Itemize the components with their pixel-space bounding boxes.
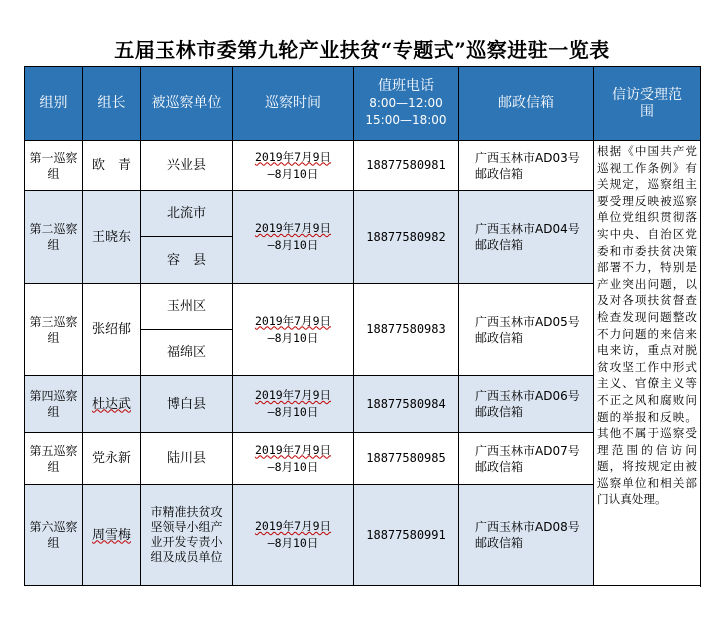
mail-cell: 广西玉林市AD04号邮政信箱 <box>459 191 594 284</box>
phone-cell: 18877580991 <box>354 485 459 586</box>
time-cell <box>233 485 354 586</box>
mail-cell: 广西玉林市AD05号邮政信箱 <box>459 284 594 376</box>
unit-cell: 博白县 <box>141 376 233 433</box>
time-cell <box>233 284 354 376</box>
phone-cell: 18877580983 <box>354 284 459 376</box>
group-cell: 第四巡察组 <box>25 376 83 433</box>
header-row <box>25 67 701 141</box>
phone-cell: 18877580982 <box>354 191 459 284</box>
table-row <box>25 141 701 191</box>
time-cell <box>233 141 354 191</box>
leader-cell <box>83 485 141 586</box>
unit-cell: 市精准扶贫攻坚领导小组产业开发专责小组及成员单位 <box>141 485 233 586</box>
time-end: —8月10日 <box>267 238 319 252</box>
petition-scope-cell: 根据《中国共产党巡视工作条例》有关规定，巡察组主要受理反映被巡察单位党组织贯彻落实中央、自治区党委和市委扶贫决策部署不力，特别是产业突出问题，以及对各项扶贫督查检查发现问题整改不力问题的来信来电来访，重点对脱贫攻坚工作中形式主义、官僚主义等不正之风和腐败问题的举报和反映。其他不属于巡察受理范围的信访问题，将按规定由被巡察单位和相关部门认真处理。 <box>594 141 701 586</box>
header-mail: 邮政信箱 <box>459 67 594 141</box>
phone-cell: 18877580984 <box>354 376 459 433</box>
leader-name: 杜达武 <box>91 396 131 412</box>
time-start: 2019年7月9日 <box>254 442 332 457</box>
group-cell: 第六巡察组 <box>25 485 83 586</box>
time-start: 2019年7月9日 <box>254 149 332 164</box>
unit-cell: 兴业县 <box>141 141 233 191</box>
mail-cell: 广西玉林市AD06号邮政信箱 <box>459 376 594 433</box>
unit-cell: 福绵区 <box>141 330 233 376</box>
header-leader: 组长 <box>83 67 141 141</box>
time-end: —8月10日 <box>267 166 319 181</box>
header-group: 组别 <box>25 67 83 141</box>
header-petition: 信访受理范围 <box>594 67 701 141</box>
unit-cell: 玉州区 <box>141 284 233 330</box>
mail-cell: 广西玉林市AD07号邮政信箱 <box>459 433 594 485</box>
group-cell: 第五巡察组 <box>25 433 83 485</box>
time-start: 2019年7月9日 <box>254 313 332 328</box>
time-start: 2019年7月9日 <box>254 519 332 533</box>
leader-cell: 张绍郁 <box>83 284 141 376</box>
group-cell: 第二巡察组 <box>25 191 83 284</box>
phone-cell: 18877580981 <box>354 141 459 191</box>
unit-cell: 容 县 <box>141 237 233 284</box>
mail-cell: 广西玉林市AD03号邮政信箱 <box>459 141 594 191</box>
time-end: —8月10日 <box>267 330 319 345</box>
header-phone-title: 值班电话 <box>378 78 434 94</box>
header-phone-hours-2: 15:00—18:00 <box>365 113 447 127</box>
time-cell <box>233 376 354 433</box>
unit-cell: 陆川县 <box>141 433 233 485</box>
leader-cell: 党永新 <box>83 433 141 485</box>
leader-cell: 欧 青 <box>83 141 141 191</box>
time-cell <box>233 433 354 485</box>
time-start: 2019年7月9日 <box>254 221 332 235</box>
leader-cell: 王晓东 <box>83 191 141 284</box>
header-unit: 被巡察单位 <box>141 67 233 141</box>
unit-cell: 北流市 <box>141 191 233 237</box>
phone-cell: 18877580985 <box>354 433 459 485</box>
inspection-table <box>24 66 701 586</box>
header-time: 巡察时间 <box>233 67 354 141</box>
time-start: 2019年7月9日 <box>254 388 332 402</box>
page-title: 五届玉林市委第九轮产业扶贫“专题式”巡察进驻一览表 <box>114 38 610 62</box>
leader-cell <box>83 376 141 433</box>
leader-name: 周雪梅 <box>91 527 131 543</box>
time-cell <box>233 191 354 284</box>
mail-cell: 广西玉林市AD08号邮政信箱 <box>459 485 594 586</box>
header-phone <box>354 67 459 141</box>
group-cell: 第一巡察组 <box>25 141 83 191</box>
time-end: —8月10日 <box>267 536 319 550</box>
time-end: —8月10日 <box>267 405 319 419</box>
header-phone-hours-1: 8:00—12:00 <box>369 96 443 110</box>
group-cell: 第三巡察组 <box>25 284 83 376</box>
time-end: —8月10日 <box>267 459 319 474</box>
